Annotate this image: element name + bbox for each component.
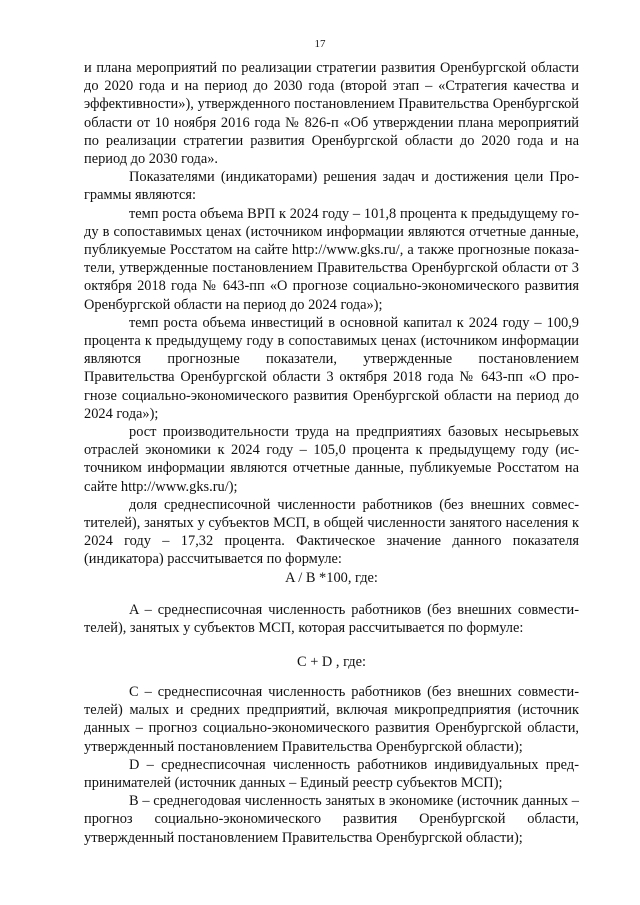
paragraph-definition-d: D – среднесписочная численность работников индивидуальных предпринимателей (источник данных – Единый реестр субъектов МСП); <box>84 756 579 792</box>
paragraph-definition-b: B – среднегодовая численность занятых в экономике (источник данных – прогноз социально-экономического развития Оренбургской области, утвержденный постановлением Правительства Оренбургской области); <box>84 793 579 846</box>
page-number: 17 <box>314 38 326 50</box>
definition-a-block <box>84 601 579 637</box>
paragraph-labor-productivity: рост производительности труда на предприятиях базовых несырьевых отраслей экономики к 2024 году – 105,0 процента к предыдущему году (источником информации являются отчетные данные, публикуемые Росстатом на сайте http://www.gks.ru/); <box>84 424 579 495</box>
paragraph-sme-employment-share: доля среднесписочной численности работников (без внешних совместителей), занятых у субъектов МСП, в общей численности занятого населения к 2024 году – 17,32 процента. Фактическое значение данного показателя (индикатора) рассчитывается по формуле: <box>84 496 579 568</box>
paragraph-grp-growth: темп роста объема ВРП к 2024 году – 101,8 процента к предыдущему году в сопоставимых ценах (источником информации являются отчетные данные, публикуемые Росстатом на сайте http://www.gks.ru/, а также прогнозные показатели, утвержденные постановлением Правительства Оренбургской области от 3 октября 2018 года № 643-пп «О прогнозе социально-экономического развития Оренбургской области на период до 2024 года»); <box>84 205 579 313</box>
paragraph-definition-c: C – среднесписочная численность работников (без внешних совместителей) малых и средних предприятий, включая микропредприятия (источник данных – прогноз социально-экономического развития Оренбургской области, утвержденный постановлением Правительства Оренбургской области); <box>84 684 579 755</box>
paragraph-continuation: и плана мероприятий по реализации стратегии развития Оренбургской области до 2020 года и на период до 2030 года (второй этап – «Стратегия качества и эффективности»), утвержденного постановлением Правительства Оренбургской области от 10 ноября 2016 года № 826-п «Об утверждении плана мероприятий по реализации стратегии развития Оренбургской области до 2020 года и на период до 2030 года». <box>84 60 579 168</box>
paragraph-definition-a: A – среднесписочная численность работников (без внешних совместителей), занятых у субъектов МСП, которая рассчитывается по формуле: <box>84 602 579 637</box>
formula-a-over-b: A / B *100, где: <box>285 570 378 586</box>
body-text-top <box>84 59 579 569</box>
paragraph-indicators-intro: Показателями (индикаторами) решения задач и достижения цели Программы являются: <box>84 169 579 204</box>
body-text-bottom <box>84 683 579 847</box>
formula-block-1 <box>84 569 579 587</box>
formula-c-plus-d: C + D , где: <box>297 654 366 670</box>
formula-block-2 <box>84 653 579 671</box>
paragraph-investment-growth: темп роста объема инвестиций в основной капитал к 2024 году – 100,9 процента к предыдущему году в сопоставимых ценах (источником информации являются прогнозные показатели, утвержденные постановлением Правительства Оренбургской области 3 октября 2018 года № 643-пп «О прогнозе социально-экономического развития Оренбургской области на период до 2024 года»); <box>84 314 579 422</box>
